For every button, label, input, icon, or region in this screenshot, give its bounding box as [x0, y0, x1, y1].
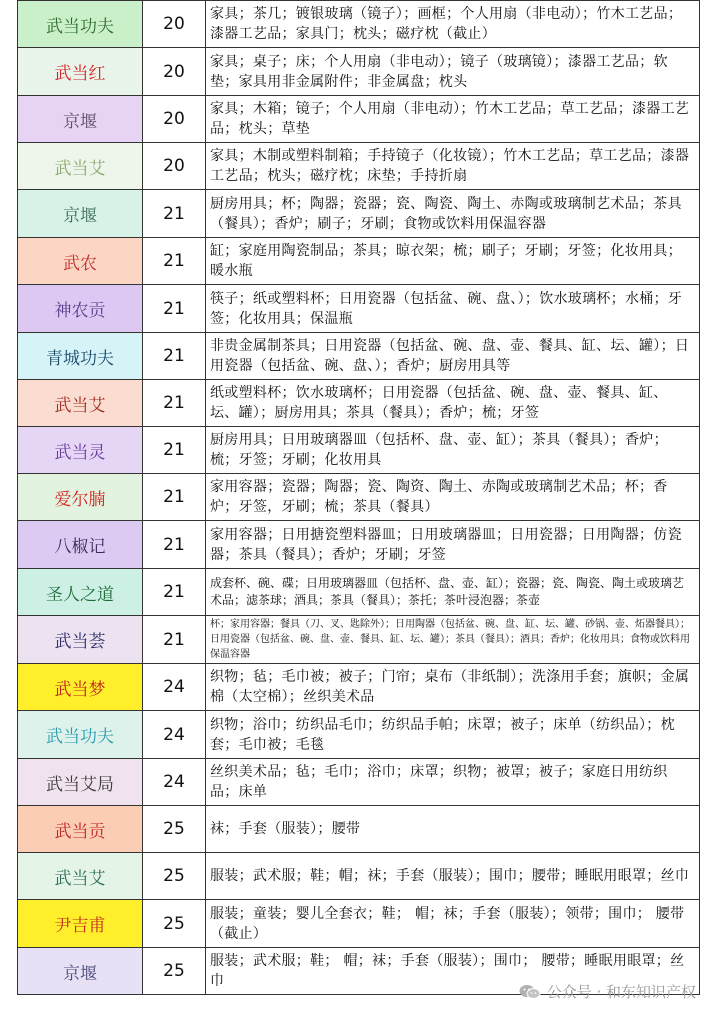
- table-row: [18, 900, 700, 948]
- brand-cell: 尹吉甫: [18, 900, 143, 948]
- brand-cell: 武当贡: [18, 806, 143, 853]
- class-number-cell: 21: [143, 238, 206, 285]
- brand-cell: 武农: [18, 238, 143, 285]
- table-row: [18, 380, 700, 427]
- brand-cell: 爱尔腩: [18, 474, 143, 521]
- brand-cell: 武当艾: [18, 853, 143, 900]
- table-row: [18, 427, 700, 474]
- goods-cell: 家用容器；瓷器；陶器；瓷、陶资、陶土、赤陶或玻璃制艺术品；杯；香炉；牙签，牙刷；梳；茶具（餐具）: [206, 474, 700, 521]
- brand-cell: 武当灵: [18, 427, 143, 474]
- goods-cell: 家具；桌子；床；个人用扇（非电动）；镜子（玻璃镜）；漆器工艺品；软垫；家具用非金属附件；非金属盘；枕头: [206, 48, 700, 96]
- table-row: [18, 616, 700, 664]
- table-row: [18, 521, 700, 569]
- brand-cell: 武当红: [18, 48, 143, 96]
- class-number-cell: 20: [143, 1, 206, 48]
- brand-cell: 京堰: [18, 948, 143, 995]
- brand-cell: 京堰: [18, 190, 143, 238]
- goods-cell: 家用容器；日用搪瓷塑料器皿；日用玻璃器皿；日用瓷器；日用陶器；仿瓷器；茶具（餐具）；香炉；牙刷；牙签: [206, 521, 700, 569]
- wechat-icon: [519, 984, 541, 1000]
- class-number-cell: 20: [143, 48, 206, 96]
- table-row: [18, 238, 700, 285]
- table-row: [18, 759, 700, 806]
- table-row: [18, 853, 700, 900]
- class-number-cell: 21: [143, 333, 206, 380]
- goods-cell: 厨房用具；日用玻璃器皿（包括杯、盘、壶、缸）；茶具（餐具）；香炉；梳；牙签；牙刷；化妆用具: [206, 427, 700, 474]
- goods-cell: 丝织美术品；毡；毛巾；浴巾；床罩；织物；被罩；被子；家庭日用纺织品；床单: [206, 759, 700, 806]
- table-row: [18, 285, 700, 333]
- class-number-cell: 25: [143, 900, 206, 948]
- goods-cell: 服装；武术服；鞋； 帽；袜；手套（服装）；围巾； 腰带；睡眠用眼罩；丝巾: [206, 948, 700, 995]
- brand-cell: 八椒记: [18, 521, 143, 569]
- brand-cell: 青城功夫: [18, 333, 143, 380]
- brand-cell: 神农贡: [18, 285, 143, 333]
- goods-cell: 非贵金属制茶具；日用瓷器（包括盆、碗、盘、壶、餐具、缸、坛、罐）；日用瓷器（包括盆、碗、盘、）；香炉；厨房用具等: [206, 333, 700, 380]
- class-number-cell: 21: [143, 474, 206, 521]
- class-number-cell: 21: [143, 616, 206, 664]
- class-number-cell: 25: [143, 806, 206, 853]
- class-number-cell: 21: [143, 521, 206, 569]
- brand-cell: 武当梦: [18, 664, 143, 711]
- brand-cell: 京堰: [18, 96, 143, 143]
- table-row: [18, 333, 700, 380]
- goods-cell: 厨房用具；杯；陶器；瓷器；瓷、陶瓷、陶土、赤陶或玻璃制艺术品；茶具（餐具）；香炉；刷子；牙刷；食物或饮料用保温容器: [206, 190, 700, 238]
- class-number-cell: 21: [143, 190, 206, 238]
- class-number-cell: 25: [143, 853, 206, 900]
- table-row: [18, 48, 700, 96]
- brand-cell: 武当艾: [18, 380, 143, 427]
- table-row: [18, 474, 700, 521]
- brand-cell: 武当功夫: [18, 1, 143, 48]
- goods-cell: 织物；浴巾；纺织品毛巾；纺织品手帕；床罩；被子；床单（纺织品）；枕套；毛巾被；毛毯: [206, 711, 700, 759]
- class-number-cell: 24: [143, 664, 206, 711]
- brand-cell: 圣人之道: [18, 569, 143, 616]
- table-row: [18, 664, 700, 711]
- table-row: [18, 569, 700, 616]
- goods-cell: 家具；木制或塑料制箱；手持镜子（化妆镜）；竹木工艺品；草工艺品；漆器工艺品；枕头；磁疗枕；床垫；手持折扇: [206, 143, 700, 190]
- goods-cell: 服装；童装；婴儿全套衣；鞋； 帽；袜；手套（服装）；领带；围巾； 腰带（截止）: [206, 900, 700, 948]
- trademark-table: [17, 0, 700, 995]
- class-number-cell: 20: [143, 96, 206, 143]
- goods-cell: 纸或塑料杯；饮水玻璃杯；日用瓷器（包括盆、碗、盘、壶、餐具、缸、坛、罐）；厨房用具；茶具（餐具）；香炉；梳；牙签: [206, 380, 700, 427]
- brand-cell: 武当功夫: [18, 711, 143, 759]
- brand-cell: 武当艾: [18, 143, 143, 190]
- table-row: [18, 806, 700, 853]
- class-number-cell: 21: [143, 380, 206, 427]
- class-number-cell: 21: [143, 285, 206, 333]
- class-number-cell: 21: [143, 427, 206, 474]
- goods-cell: 家具；木箱；镜子；个人用扇（非电动）；竹木工艺品；草工艺品；漆器工艺品；枕头；草垫: [206, 96, 700, 143]
- table-row: [18, 1, 700, 48]
- goods-cell: 杯；家用容器；餐具（刀、叉、匙除外）；日用陶器（包括盆、碗、盘、缸、坛、罐、砂锅、壶、炻器餐具）；日用瓷器（包括盆、碗、盘、壶、餐具、缸、坛、罐）；茶具（餐具）；酒具；香炉；化妆用具；食物或饮料用保温容器: [206, 616, 700, 664]
- goods-cell: 织物；毡；毛巾被；被子；门帘；桌布（非纸制）；洗涤用手套；旗帜；金属棉（太空棉）；丝织美术品: [206, 664, 700, 711]
- brand-cell: 武当荟: [18, 616, 143, 664]
- goods-cell: 服装；武术服；鞋；帽；袜；手套（服装）；围巾；腰带；睡眠用眼罩；丝巾: [206, 853, 700, 900]
- goods-cell: 缸；家庭用陶瓷制品；茶具；晾衣架；梳；刷子；牙刷；牙签；化妆用具；暖水瓶: [206, 238, 700, 285]
- brand-cell: 武当艾局: [18, 759, 143, 806]
- class-number-cell: 24: [143, 759, 206, 806]
- goods-cell: 筷子；纸或塑料杯；日用瓷器（包括盆、碗、盘、）；饮水玻璃杯；水桶；牙签；化妆用具；保温瓶: [206, 285, 700, 333]
- class-number-cell: 20: [143, 143, 206, 190]
- table-row: [18, 711, 700, 759]
- goods-cell: 成套杯、碗、碟；日用玻璃器皿（包括杯、盘、壶、缸）；瓷器；瓷、陶瓷、陶土或玻璃艺术品；滤茶球；酒具；茶具（餐具）；茶托；茶叶浸泡器；茶壶: [206, 569, 700, 616]
- watermark: [519, 981, 696, 1002]
- watermark-text: 公众号 · 和东知识产权: [546, 983, 696, 1001]
- class-number-cell: 25: [143, 948, 206, 995]
- class-number-cell: 21: [143, 569, 206, 616]
- goods-cell: 袜；手套（服装）；腰带: [206, 806, 700, 853]
- goods-cell: 家具；茶几；镀银玻璃（镜子）；画框；个人用扇（非电动）；竹木工艺品；漆器工艺品；家具门；枕头；磁疗枕（截止）: [206, 1, 700, 48]
- table-row: [18, 143, 700, 190]
- class-number-cell: 24: [143, 711, 206, 759]
- table-row: [18, 190, 700, 238]
- table-row: [18, 96, 700, 143]
